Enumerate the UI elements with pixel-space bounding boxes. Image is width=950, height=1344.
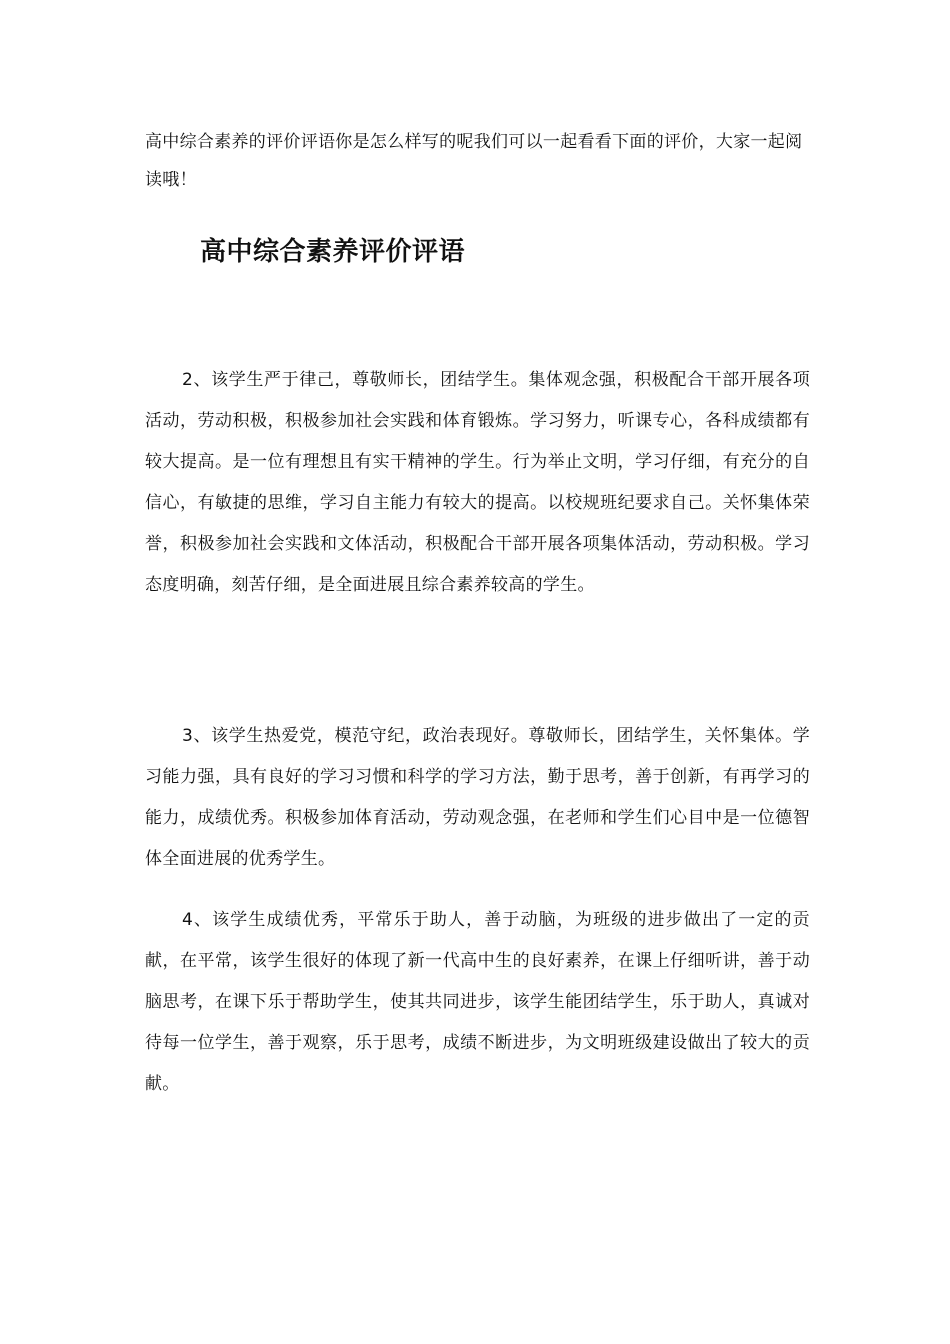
intro-text: 高中综合素养的评价评语你是怎么样写的呢我们可以一起看看下面的评价，大家一起阅读哦！ <box>145 132 803 190</box>
paragraph-4: 4、该学生成绩优秀，平常乐于助人，善于动脑，为班级的进步做出了一定的贡献，在平常，该学生很好的体现了新一代高中生的良好素养，在课上仔细听讲，善于动脑思考，在课下乐于帮助学生，使其共同进步，该学生能团结学生，乐于助人，真诚对待每一位学生，善于观察，乐于思考，成绩不断进步，为文明班级建设做出了较大的贡献。 <box>145 910 810 1094</box>
paragraph-3: 3、该学生热爱党，模范守纪，政治表现好。尊敬师长，团结学生，关怀集体。学习能力强，具有良好的学习习惯和科学的学习方法，勤于思考，善于创新，有再学习的能力，成绩优秀。积极参加体育活动，劳动观念强，在老师和学生们心目中是一位德智体全面进展的优秀学生。 <box>145 726 810 869</box>
document-title: 高中综合素养评价评语 <box>200 237 466 267</box>
paragraph-2: 2、该学生严于律己，尊敬师长，团结学生。集体观念强，积极配合干部开展各项活动，劳动积极，积极参加社会实践和体育锻炼。学习努力，听课专心，各科成绩都有较大提高。是一位有理想且有实干精神的学生。行为举止文明，学习仔细，有充分的自信心，有敏捷的思维，学习自主能力有较大的提高。以校规班纪要求自己。关怀集体荣誉，积极参加社会实践和文体活动，积极配合干部开展各项集体活动，劳动积极。学习态度明确，刻苦仔细，是全面进展且综合素养较高的学生。 <box>145 370 810 595</box>
